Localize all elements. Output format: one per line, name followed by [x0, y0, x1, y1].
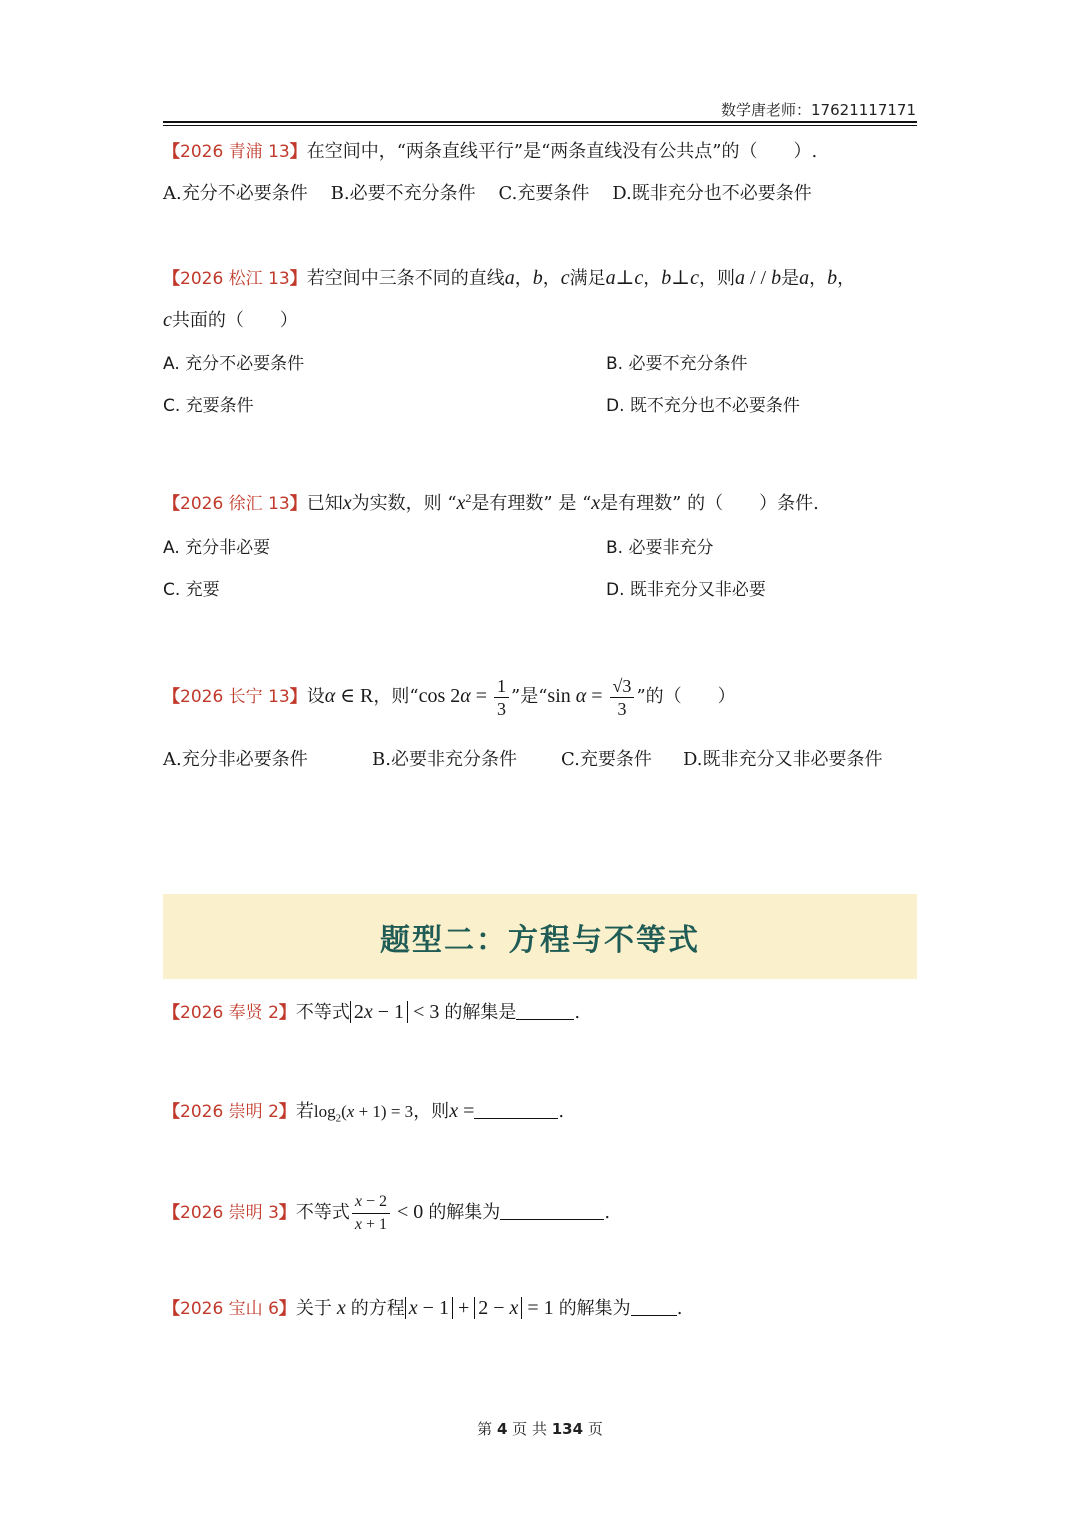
option-a: A. 充分非必要: [163, 538, 271, 558]
question-7-stem: 【2026 崇明 3】不等式 $\frac{x - 2}{x + 1}$ < 0 的解集为 .: [163, 1188, 610, 1237]
question-2-stem-cont: c共面的（ ）: [163, 309, 298, 331]
fraction: $\frac{1}{3}$: [494, 675, 509, 720]
page-number: 4: [496, 1420, 508, 1438]
option-c: C.充要条件: [561, 749, 652, 770]
option-d: D.既非充分又非必要条件: [683, 749, 883, 770]
option-d: D.既非充分也不必要条件: [612, 183, 812, 204]
option-c: C.充要条件: [498, 183, 590, 204]
option-b: B. 必要不充分条件: [606, 354, 748, 374]
option-a: A.充分不必要条件: [163, 183, 308, 204]
question-tag: 【2026 崇明 3】: [163, 1203, 296, 1223]
question-tag: 【2026 长宁 13】: [163, 687, 307, 707]
option-d: D. 既不充分也不必要条件: [606, 396, 800, 416]
question-tag: 【2026 青浦 13】: [163, 142, 307, 162]
question-tag: 【2026 奉贤 2】: [163, 1003, 296, 1023]
question-6-stem: 【2026 崇明 2】若$\log_2(x + 1) = 3$，则x = .: [163, 1100, 565, 1125]
question-4-options: [163, 748, 883, 772]
header-contact: 数学唐老师：17621117171: [721, 101, 916, 119]
header-rule-thick: [163, 121, 917, 123]
question-tag: 【2026 松江 13】: [163, 269, 307, 289]
question-tag: 【2026 徐汇 13】: [163, 494, 307, 514]
option-b: B.必要非充分条件: [372, 749, 517, 770]
option-b: B.必要不充分条件: [330, 183, 476, 204]
math-a: a: [504, 267, 515, 289]
option-a: A. 充分不必要条件: [163, 354, 305, 374]
answer-blank[interactable]: [474, 1100, 558, 1119]
header-rule-thin: [163, 125, 917, 126]
answer-blank[interactable]: [500, 1201, 604, 1220]
question-text: 在空间中，“两条直线平行”是“两条直线没有公共点”的（ ）.: [306, 141, 818, 162]
answer-blank[interactable]: [631, 1297, 677, 1316]
option-c: C. 充要: [163, 580, 220, 600]
question-tag: 【2026 崇明 2】: [163, 1102, 296, 1122]
option-d: D. 既非充分又非必要: [606, 580, 766, 600]
question-1-options: [163, 182, 812, 206]
answer-blank[interactable]: [516, 1001, 574, 1020]
question-2-stem: 【2026 松江 13】若空间中三条不同的直线a，b，c满足a⊥c，b⊥c，则a / / b是a，b，: [163, 267, 856, 289]
question-4-stem: 【2026 长宁 13】设α ∈ R，则“cos 2α = $\frac{1}{3}$ ”是“sin α = $\frac{√3}{3}$ ”的（ ）: [163, 675, 736, 719]
option-b: B. 必要非充分: [606, 538, 714, 558]
fraction: $\frac{x - 2}{x + 1}$: [352, 1191, 390, 1236]
section-title: 题型二：方程与不等式: [380, 922, 700, 958]
section-banner: [163, 894, 917, 979]
page-total: 134: [551, 1420, 584, 1438]
option-c: C. 充要条件: [163, 396, 254, 416]
question-1-stem: [163, 140, 817, 164]
question-8-stem: 【2026 宝山 6】关于 x 的方程 x − 1 + 2 − x = 1 的解集为 .: [163, 1297, 683, 1319]
page-footer: 第 4 页 共 134 页: [477, 1420, 603, 1438]
question-5-stem: 【2026 奉贤 2】不等式 2x − 1 < 3 的解集是 .: [163, 1001, 581, 1023]
question-tag: 【2026 宝山 6】: [163, 1299, 296, 1319]
option-a: A.充分非必要条件: [163, 749, 308, 770]
fraction: $\frac{√3}{3}$: [610, 675, 635, 720]
question-3-stem: 【2026 徐汇 13】已知x为实数，则 “$x^2$是有理数” 是 “x是有理数” 的（ ）条件.: [163, 491, 819, 514]
